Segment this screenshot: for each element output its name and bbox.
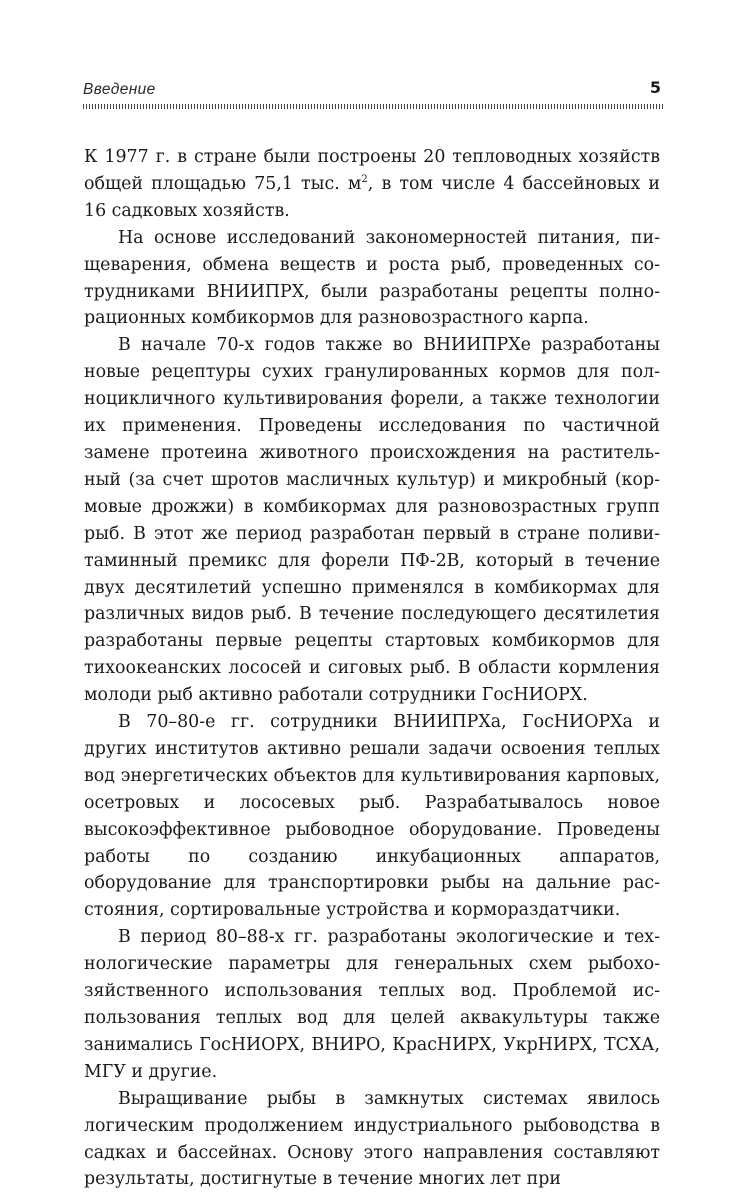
superscript-2: 2	[361, 173, 368, 185]
paragraph-3: В начале 70-х годов также во ВНИИПРХе разработаны новые рецептуры сухих гранулированных кормов для полноцикличного культивирования форели, а также технологии их применения. Проведены исследования по частичной замене протеина животного происхождения на растительный (за счет шротов масличных культур) и микробный (кормовые дрожжи) в комбикормах для разновозрастных групп рыб. В этот же период разработан первый в стране поливитаминный премикс для форели ПФ-2В, который в течение двух десятилетий успешно применялся в комбикормах для различных видов рыб. В течение последующего десятилетия разработаны первые рецепты стартовых комбикормов для тихоокеанских лососей и сиговых рыб. В области кормления молоди рыб активно работали сотрудники ГосНИОРХ.	[84, 335, 660, 706]
header-rule	[83, 104, 665, 109]
paragraph-5: В период 80–88-х гг. разработаны экологические и технологические параметры для генеральных схем рыбохозяйственного использования теплых вод. Проблемой использования теплых вод для целей аквакультуры также занимались ГосНИОРХ, ВНИРО, КрасНИРХ, УкрНИРХ, ТСХА, МГУ и другие.	[84, 927, 660, 1082]
paragraph-2: На основе исследований закономерностей питания, пищеварения, обмена веществ и роста рыб, проведенных сотрудниками ВНИИПРХ, были разработаны рецепты полнорационных комбикормов для разновозрастного карпа.	[84, 227, 660, 329]
running-head	[83, 78, 665, 104]
page-number: 5	[649, 78, 661, 97]
body-text	[84, 144, 660, 1193]
section-title: Введение	[83, 81, 156, 98]
paragraph-1-text: К 1977 г. в стране были построены 20 тепловодных хозяйств общей площадью 75,1 тыс. м	[84, 147, 660, 194]
paragraph-6: Выращивание рыбы в замкнутых системах явилось логическим продолжением индустриального рыбоводства в садках и бассейнах. Основу этого направления составляют результаты, достигнутые в течение многих лет при	[84, 1088, 660, 1190]
paragraph-1	[84, 144, 660, 225]
paragraph-1-text-end: , в том числе 4 бассейновых и 16 садковых хозяйств.	[84, 173, 660, 221]
paragraph-4: В 70–80-е гг. сотрудники ВНИИПРХа, ГосНИОРХа и других институтов активно решали задачи освоения теплых вод энергетических объектов для культивирования карповых, осетровых и лососевых рыб. Разрабатывалось новое высокоэффективное рыбоводное оборудование. Проведены работы по созданию инкубационных аппаратов, оборудование для транспортировки рыбы на дальние расстояния, сортировальные устройства и кормораздатчики.	[84, 712, 660, 921]
